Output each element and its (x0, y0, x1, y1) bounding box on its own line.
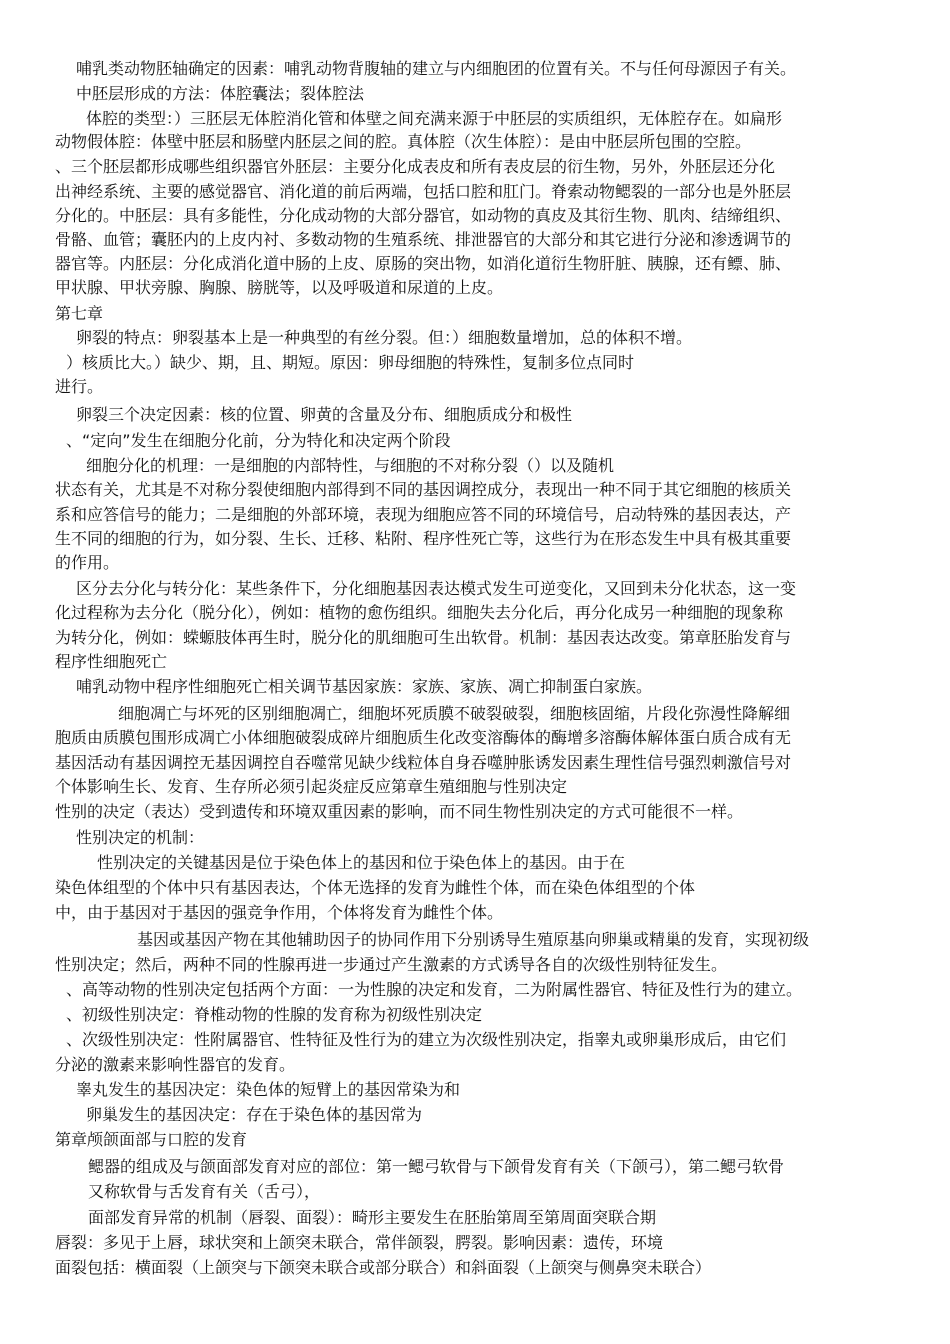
text-line: 、“定向”发生在细胞分化前，分为特化和决定两个阶段 (66, 431, 451, 450)
text-line: 区分去分化与转分化：某些条件下，分化细胞基因表达模式发生可逆变化，又回到未分化状态，这一变 (76, 579, 797, 598)
text-line: 睾丸发生的基因决定：染色体的短臂上的基因常染为和 (76, 1080, 461, 1099)
text-line: ）核质比大。）缺少、期，且、期短。原因：卵母细胞的特殊性，复制多位点同时 (66, 353, 635, 372)
text-line: 状态有关，尤其是不对称分裂使细胞内部得到不同的基因调控成分，表现出一种不同于其它细胞的核质关 (55, 480, 792, 499)
text-line: 个体影响生长、发育、生存所必须引起炎症反应第章生殖细胞与性别决定 (55, 777, 568, 796)
text-line: 唇裂：多见于上唇，球状突和上颌突未联合，常伴颌裂，腭裂。影响因素：遗传，环境 (55, 1233, 664, 1252)
text-line: 卵裂的特点：卵裂基本上是一种典型的有丝分裂。但：）细胞数量增加，总的体积不增。 (76, 328, 693, 347)
text-line: 面裂包括：横面裂（上颌突与下颌突未联合或部分联合）和斜面裂（上颌突与侧鼻突未联合） (55, 1258, 712, 1277)
text-line: 性别决定的关键基因是位于染色体上的基因和位于染色体上的基因。由于在 (97, 853, 626, 872)
text-line: 卵巢发生的基因决定：存在于染色体的基因常为 (86, 1105, 423, 1124)
text-line: 生不同的细胞的行为，如分裂、生长、迁移、粘附、程序性死亡等，这些行为在形态发生中具有极其重要 (55, 529, 792, 548)
text-line: 、次级性别决定：性附属器官、性特征及性行为的建立为次级性别决定，指睾丸或卵巢形成后，由它们 (66, 1030, 787, 1049)
text-line: 中胚层形成的方法：体腔囊法；裂体腔法 (76, 84, 365, 103)
text-line: 骨骼、血管；囊胚内的上皮内衬、多数动物的生殖系统、排泄器官的大部分和其它进行分泌和渗透调节的 (55, 230, 792, 249)
text-line: 卵裂三个决定因素：核的位置、卵黄的含量及分布、细胞质成分和极性 (76, 405, 573, 424)
text-line: 基因活动有基因调控无基因调控自吞噬常见缺少线粒体自身吞噬肿胀诱发因素生理性信号强烈刺激信号对 (55, 753, 792, 772)
text-line: 细胞凋亡与坏死的区别细胞凋亡，细胞坏死质膜不破裂破裂，细胞核固缩，片段化弥漫性降解细 (118, 704, 791, 723)
text-line: 、高等动物的性别决定包括两个方面：一为性腺的决定和发育，二为附属性器官、特征及性行为的建立。 (66, 980, 803, 999)
text-line: 为转分化，例如：蝾螈肢体再生时，脱分化的肌细胞可生出软骨。机制：基因表达改变。第章胚胎发育与 (55, 628, 792, 647)
text-line: 哺乳动物中程序性细胞死亡相关调节基因家族：家族、家族、凋亡抑制蛋白家族。 (76, 677, 653, 696)
text-line: 甲状腺、甲状旁腺、胸腺、膀胱等，以及呼吸道和尿道的上皮。 (55, 278, 504, 297)
text-line: 系和应答信号的能力；二是细胞的外部环境，表现为细胞应答不同的环境信号，启动特殊的基因表达，产 (55, 505, 792, 524)
text-line: 细胞分化的机理：一是细胞的内部特性，与细胞的不对称分裂（）以及随机 (86, 456, 615, 475)
text-line: 又称软骨与舌发育有关（舌弓）， (88, 1182, 321, 1201)
chapter-heading: 第章颅颌面部与口腔的发育 (55, 1130, 248, 1149)
text-line: 分化的。中胚层：具有多能性，分化成动物的大部分器官，如动物的真皮及其衍生物、肌肉、结缔组织、 (55, 206, 792, 225)
text-line: 胞质由质膜包围形成凋亡小体细胞破裂成碎片细胞质生化改变溶酶体的酶增多溶酶体解体蛋白质合成有无 (55, 728, 792, 747)
text-line: 进行。 (55, 377, 104, 396)
chapter-heading: 第七章 (55, 304, 104, 323)
text-line: 动物假体腔：体壁中胚层和肠壁内胚层之间的腔。真体腔（次生体腔）：是由中胚层所包围的空腔。 (55, 132, 752, 151)
text-line: 面部发育异常的机制（唇裂、面裂）：畸形主要发生在胚胎第周至第周面突联合期 (88, 1208, 657, 1227)
text-line: 程序性细胞死亡 (55, 652, 168, 671)
text-line: 哺乳类动物胚轴确定的因素：哺乳动物背腹轴的建立与内细胞团的位置有关。不与任何母源因子有关。 (76, 59, 797, 78)
text-line: 出神经系统、主要的感觉器官、消化道的前后两端，包括口腔和肛门。脊索动物鳃裂的一部分也是外胚层 (55, 182, 792, 201)
text-line: 的作用。 (55, 553, 120, 572)
text-line: 鳃器的组成及与颌面部发育对应的部位：第一鳃弓软骨与下颌骨发育有关（下颌弓），第二鳃弓软骨 (88, 1157, 785, 1176)
text-line: 体腔的类型：）三胚层无体腔消化管和体壁之间充满来源于中胚层的实质组织，无体腔存在。如扁形 (86, 109, 783, 128)
text-line: 性别决定的机制： (76, 828, 205, 847)
text-line: 、三个胚层都形成哪些组织器官外胚层：主要分化成表皮和所有表皮层的衍生物，另外，外胚层还分化 (55, 157, 776, 176)
text-line: 器官等。内胚层：分化成消化道中肠的上皮、原肠的突出物，如消化道衍生物肝脏、胰腺，还有鳔、肺、 (55, 254, 792, 273)
text-line: 性别的决定（表达）受到遗传和环境双重因素的影响，而不同生物性别决定的方式可能很不一样。 (55, 802, 744, 821)
text-line: 分泌的激素来影响性器官的发育。 (55, 1055, 296, 1074)
text-line: 化过程称为去分化（脱分化），例如：植物的愈伤组织。细胞失去分化后，再分化成另一种细胞的现象称 (55, 603, 784, 622)
text-line: 染色体组型的个体中只有基因表达，个体无选择的发育为雌性个体，而在染色体组型的个体 (55, 878, 696, 897)
text-line: 基因或基因产物在其他辅助因子的协同作用下分别诱导生殖原基向卵巢或精巢的发育，实现初级 (137, 930, 810, 949)
text-line: 、初级性别决定：脊椎动物的性腺的发育称为初级性别决定 (66, 1005, 483, 1024)
text-line: 性别决定；然后，两种不同的性腺再进一步通过产生激素的方式诱导各自的次级性别特征发生。 (55, 955, 728, 974)
text-line: 中，由于基因对于基因的强竞争作用，个体将发育为雌性个体。 (55, 903, 504, 922)
